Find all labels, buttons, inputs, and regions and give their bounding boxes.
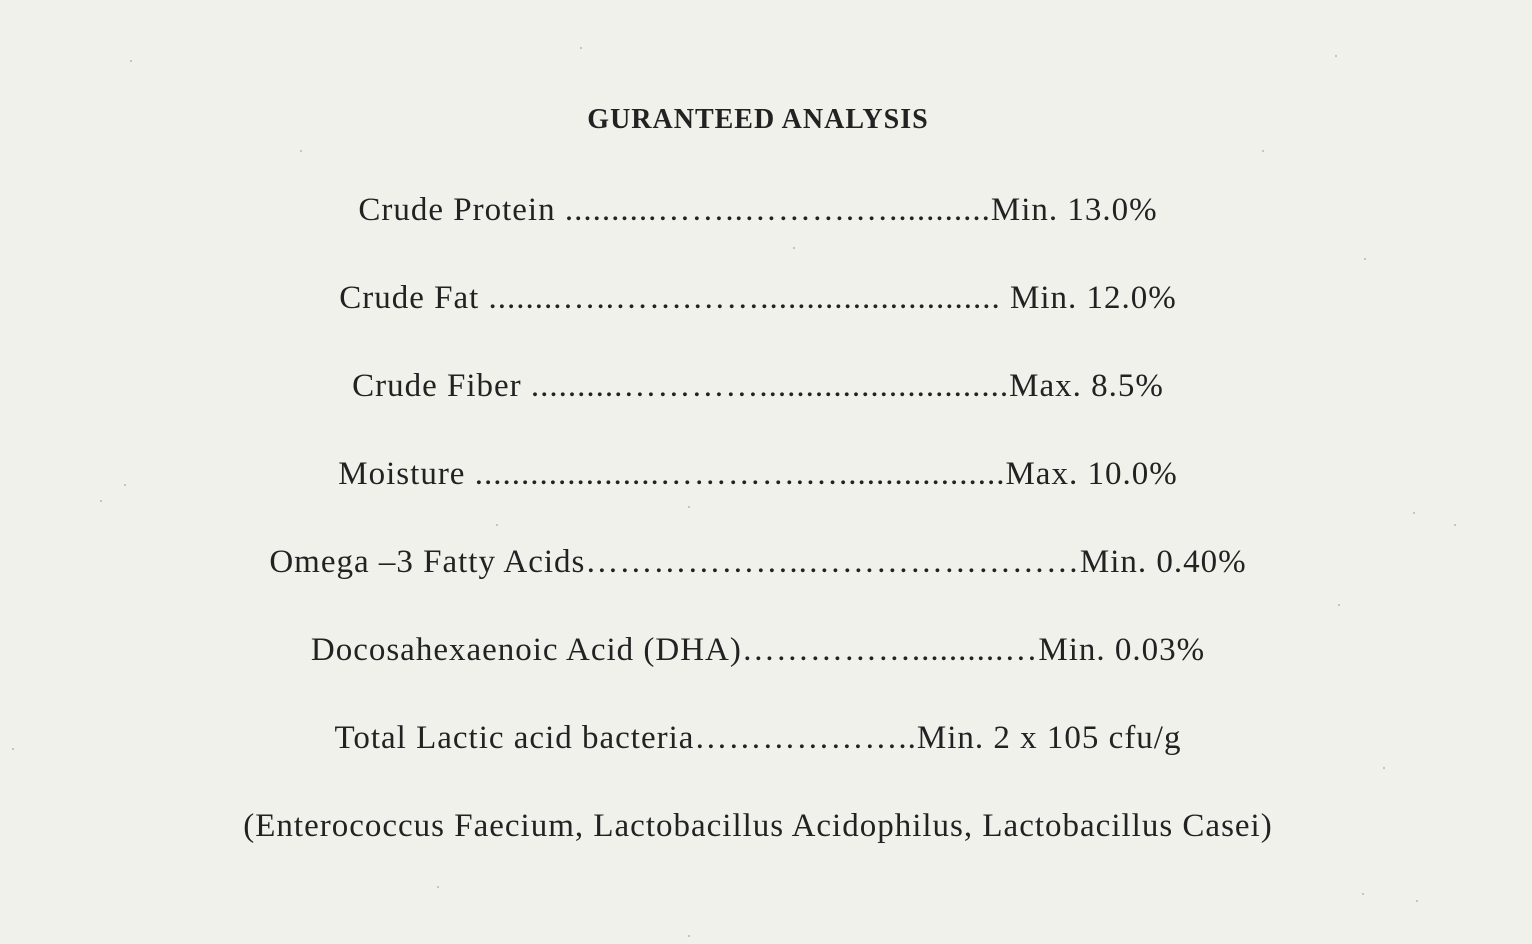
paper-speck	[496, 524, 498, 526]
analysis-heading: GURANTEED ANALYSIS	[587, 104, 929, 135]
nutrient-name: Crude Fat	[339, 280, 480, 316]
nutrient-name: Total Lactic acid bacteria	[334, 720, 695, 756]
analysis-row-dha	[0, 632, 1516, 669]
analysis-row-omega-3	[0, 544, 1516, 581]
nutrient-value: Min. 12.0%	[1010, 280, 1177, 316]
paper-speck	[130, 60, 132, 62]
analysis-row-lactic-acid-bacteria	[0, 720, 1516, 757]
analysis-row-moisture	[0, 456, 1516, 493]
paper-speck	[1335, 55, 1337, 57]
paper-speck	[688, 506, 690, 508]
dot-leader: ………………..	[694, 720, 917, 756]
paper-speck	[300, 150, 302, 152]
paper-speck	[1362, 893, 1364, 895]
analysis-row-crude-fiber	[0, 368, 1516, 405]
dot-leader: ……………..........…	[741, 632, 1039, 668]
dot-leader: ..........…………...........................	[521, 368, 1010, 404]
nutrient-name: Docosahexaenoic Acid (DHA)	[310, 632, 742, 668]
nutrient-value: Min. 0.40%	[1079, 544, 1247, 580]
nutrient-name: Crude Fiber	[352, 368, 522, 404]
nutrient-value: Min. 0.03%	[1038, 632, 1206, 668]
paper-speck	[1262, 150, 1264, 152]
nutrient-value: Max. 8.5%	[1009, 368, 1164, 404]
paper-speck	[437, 886, 439, 888]
paper-speck	[793, 247, 795, 249]
nutrient-name: Omega –3 Fatty Acids	[269, 544, 586, 580]
paper-speck	[580, 47, 582, 49]
nutrient-value: Min. 2 x 105 cfu/g	[916, 720, 1182, 756]
dot-leader: ........…..…….……..........................	[479, 280, 1011, 316]
bacteria-strains-note: (Enterococcus Faecium, Lactobacillus Acidophilus, Lactobacillus Casei)	[243, 808, 1273, 844]
paper-speck	[1383, 767, 1385, 769]
paper-speck	[1454, 524, 1456, 526]
analysis-row-crude-protein	[0, 192, 1516, 229]
dot-leader: ………………..……………………	[585, 544, 1080, 580]
dot-leader: ....................………….…..................	[465, 456, 1006, 492]
analysis-row-crude-fat	[0, 280, 1516, 317]
nutrient-value: Max. 10.0%	[1005, 456, 1178, 492]
paper-speck	[1416, 900, 1418, 902]
paper-speck	[1364, 258, 1366, 260]
dot-leader: ..........……..……….…...........	[555, 192, 991, 228]
paper-speck	[1413, 512, 1415, 514]
nutrient-value: Min. 13.0%	[990, 192, 1158, 228]
nutrient-name: Crude Protein	[358, 192, 556, 228]
paper-speck	[100, 500, 102, 502]
nutrient-name: Moisture	[338, 456, 466, 492]
paper-speck	[688, 935, 690, 937]
paper-speck	[1338, 604, 1340, 606]
